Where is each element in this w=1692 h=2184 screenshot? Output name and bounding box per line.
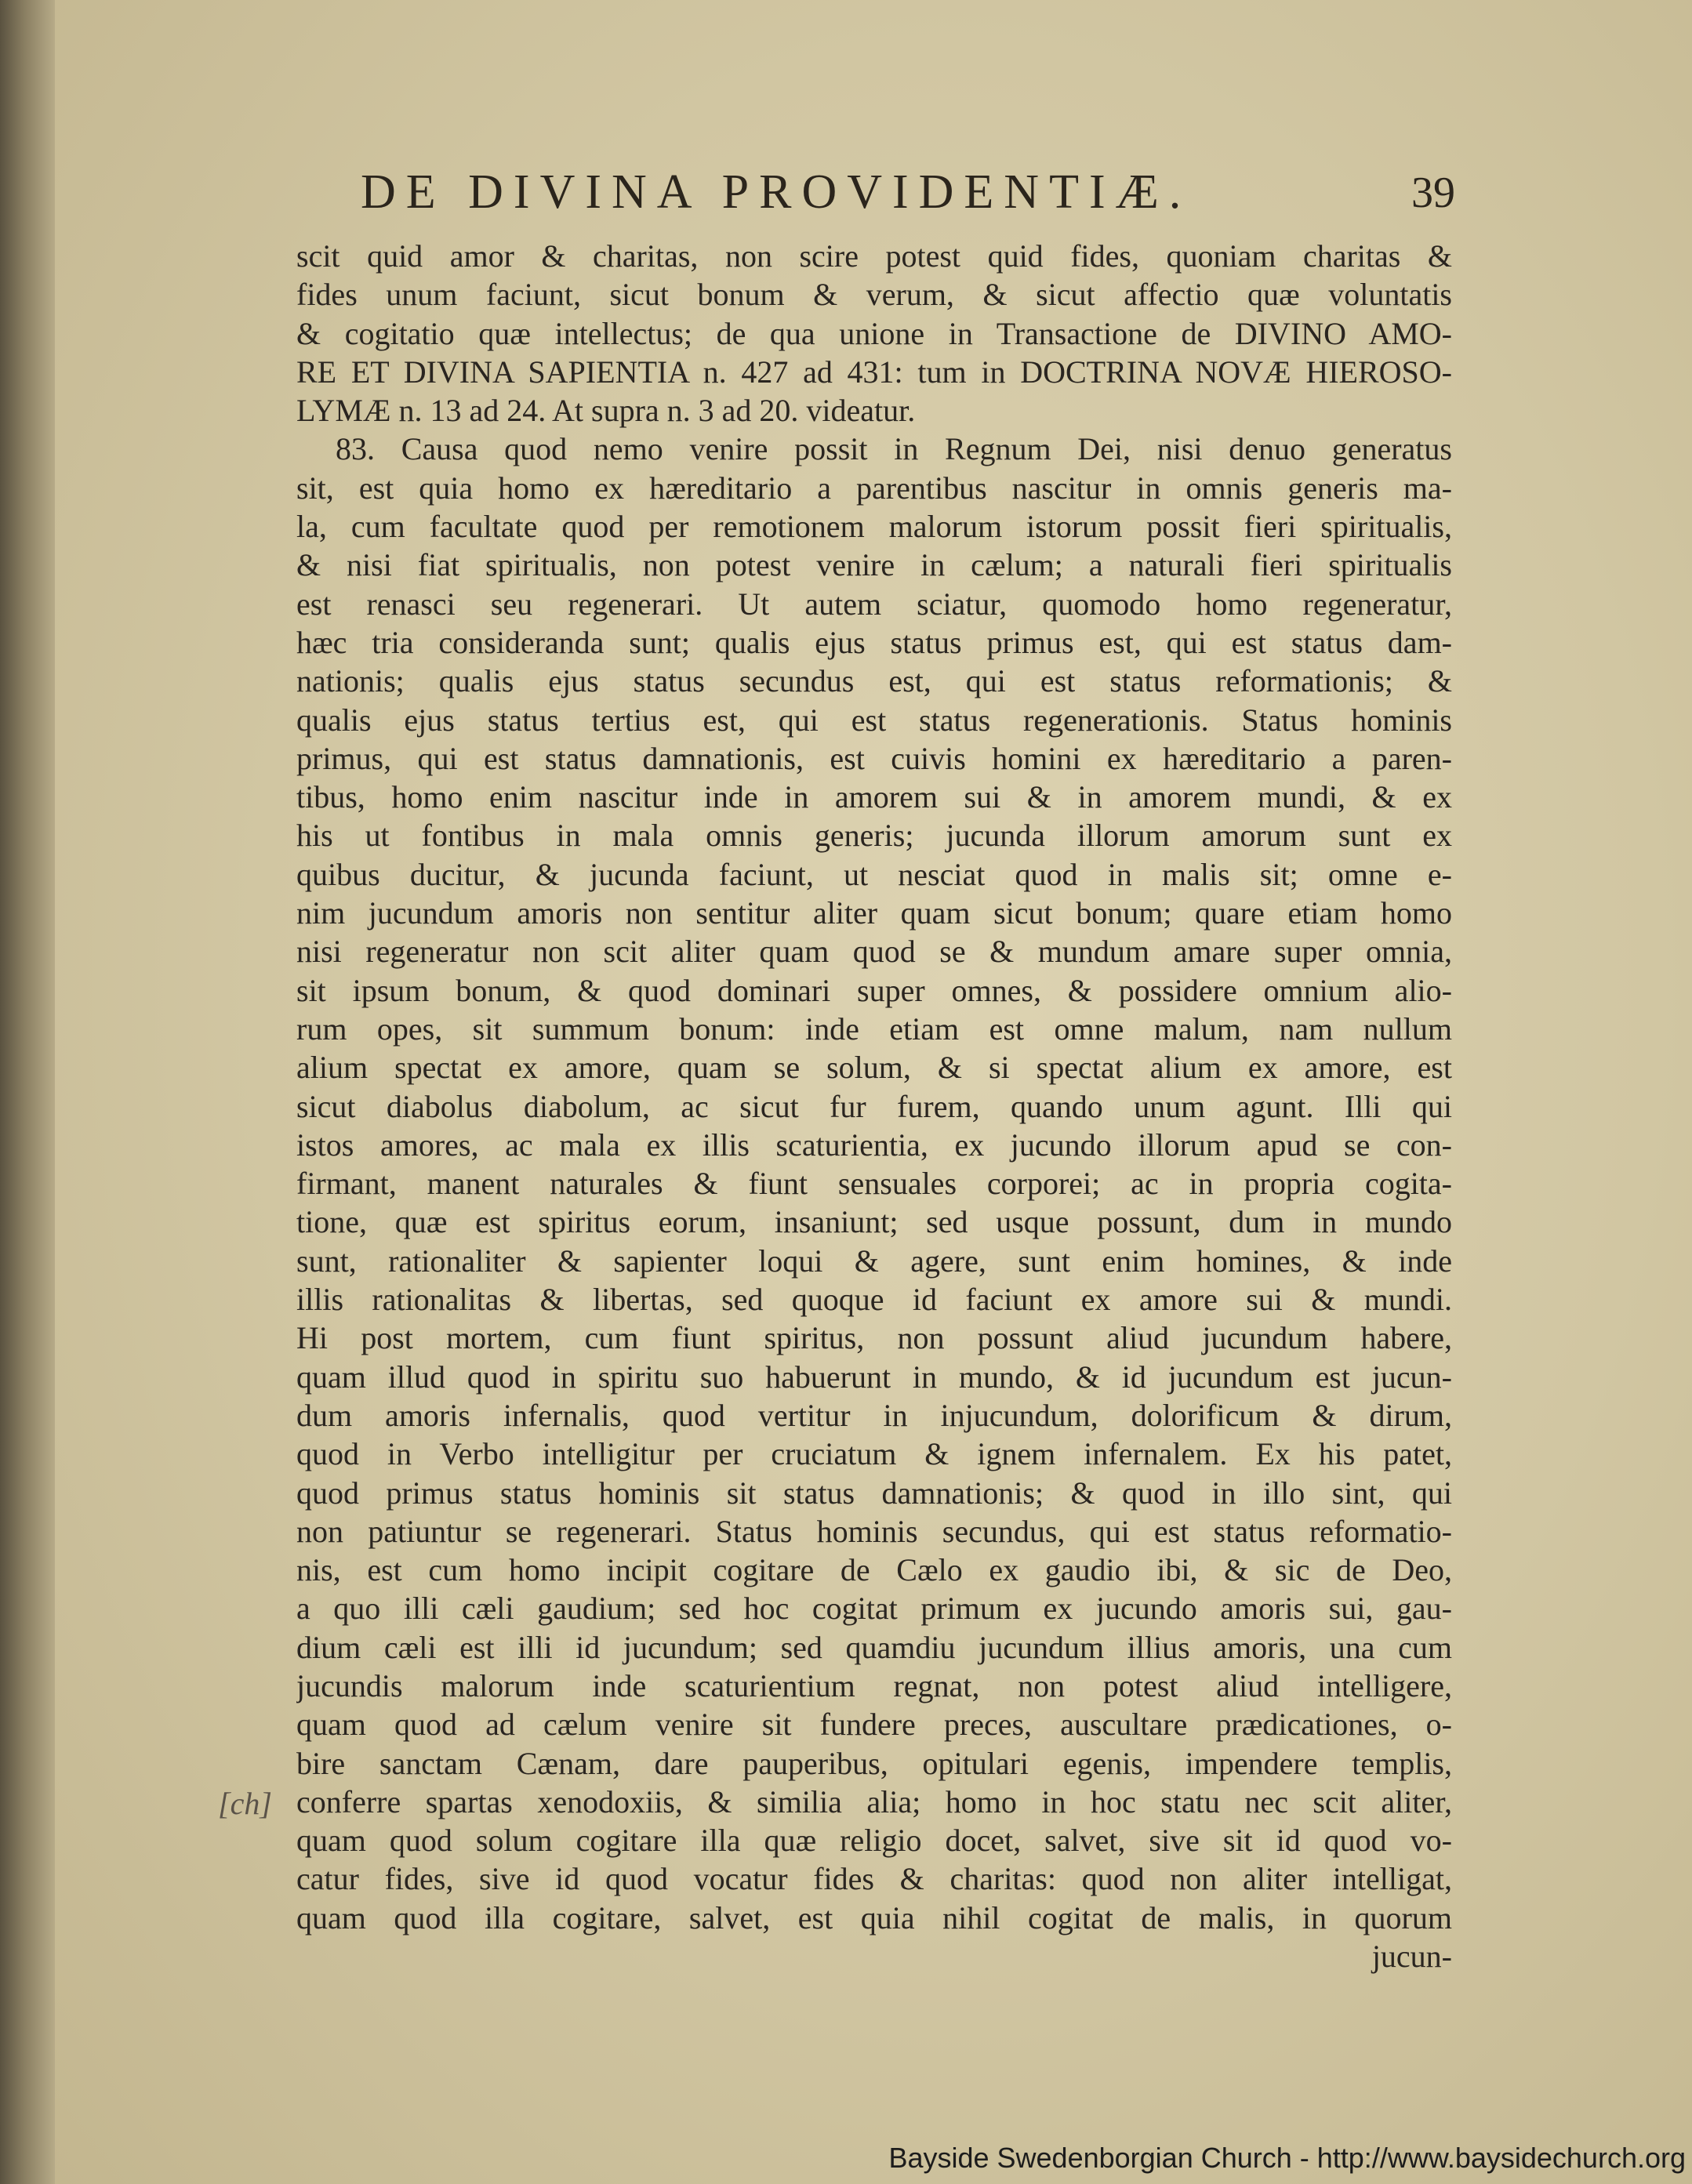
text-line: sit ipsum bonum, & quod dominari super omnes, & possidere omnium alio- <box>296 972 1452 1008</box>
text-line: nationis; qualis ejus status secundus est, qui est status reformationis; & <box>296 663 1452 699</box>
text-line: bire sanctam Cænam, dare pauperibus, opitulari egenis, impendere templis, <box>296 1745 1452 1781</box>
text-line: est renasci seu regenerari. Ut autem sciatur, quomodo homo regeneratur, <box>296 586 1452 622</box>
text-line: Hi post mortem, cum fiunt spiritus, non possunt aliud jucundum habere, <box>296 1320 1452 1356</box>
text-line: sit, est quia homo ex hæreditario a parentibus nascitur in omnis generis ma- <box>296 470 1452 506</box>
text-line: quod primus status hominis sit status damnationis; & quod in illo sint, qui <box>296 1475 1452 1511</box>
text-line: primus, qui est status damnationis, est cuivis homini ex hæreditario a paren- <box>296 740 1452 776</box>
text-line: sicut diabolus diabolum, ac sicut fur furem, quando unum agunt. Illi qui <box>296 1088 1452 1124</box>
text-line: rum opes, sit summum bonum: inde etiam est omne malum, nam nullum <box>296 1010 1452 1047</box>
text-line: nim jucundum amoris non sentitur aliter quam sicut bonum; quare etiam homo <box>296 895 1452 931</box>
text-line: quam quod ad cælum venire sit fundere preces, auscultare prædicationes, o- <box>296 1707 1452 1743</box>
catchword: jucun- <box>1371 1939 1452 1975</box>
text-line: & cogitatio quæ intellectus; de qua unione in Transactione de DIVINO AMO- <box>296 315 1452 351</box>
source-watermark: Bayside Swedenborgian Church - http://www.baysidechurch.org <box>888 2142 1686 2174</box>
text-line: nis, est cum homo incipit cogitare de Cælo ex gaudio ibi, & sic de Deo, <box>296 1552 1452 1588</box>
margin-annotation: [ch] <box>218 1786 272 1821</box>
text-line: nisi regeneratur non scit aliter quam quod se & mundum amare super omnia, <box>296 934 1452 970</box>
text-line: tione, quæ est spiritus eorum, insaniunt; sed usque possunt, dum in mundo <box>296 1204 1452 1240</box>
text-line: RE ET DIVINA SAPIENTIA n. 427 ad 431: tum in DOCTRINA NOVÆ HIEROSO- <box>296 354 1452 390</box>
text-line: non patiuntur se regenerari. Status hominis secundus, qui est status reformatio- <box>296 1513 1452 1549</box>
text-line: la, cum facultate quod per remotionem malorum istorum possit fieri spiritualis, <box>296 509 1452 545</box>
text-line: & nisi fiat spiritualis, non potest venire in cælum; a naturali fieri spiritualis <box>296 547 1452 583</box>
text-line: his ut fontibus in mala omnis generis; jucunda illorum amorum sunt ex <box>296 818 1452 854</box>
page-number: 39 <box>1411 169 1455 217</box>
text-line: quam quod illa cogitare, salvet, est quia nihil cogitat de malis, in quorum <box>296 1899 1452 1935</box>
text-line: quibus ducitur, & jucunda faciunt, ut nesciat quod in malis sit; omne e- <box>296 856 1452 892</box>
text-line: alium spectat ex amore, quam se solum, & si spectat alium ex amore, est <box>296 1050 1452 1086</box>
text-line: quam illud quod in spiritu suo habuerunt in mundo, & id jucundum est jucun- <box>296 1359 1452 1395</box>
text-line: quod in Verbo intelligitur per cruciatum & ignem infernalem. Ex his patet, <box>296 1436 1452 1472</box>
text-line: istos amores, ac mala ex illis scaturientia, ex jucundo illorum apud se con- <box>296 1126 1452 1163</box>
text-line: fides unum faciunt, sicut bonum & verum, & sicut affectio quæ voluntatis <box>296 277 1452 313</box>
text-line: tibus, homo enim nascitur inde in amorem sui & in amorem mundi, & ex <box>296 779 1452 815</box>
text-line: quam quod solum cogitare illa quæ religio docet, salvet, sive sit id quod vo- <box>296 1823 1452 1859</box>
text-line: a quo illi cæli gaudium; sed hoc cogitat primum ex jucundo amoris sui, gau- <box>296 1591 1452 1627</box>
text-line: dium cæli est illi id jucundum; sed quamdiu jucundum illius amoris, una cum <box>296 1629 1452 1665</box>
text-line: scit quid amor & charitas, non scire potest quid fides, quoniam charitas & <box>296 238 1452 274</box>
binding-gutter <box>0 0 55 2184</box>
running-title: DE DIVINA PROVIDENTIÆ. <box>361 165 1192 219</box>
text-line: dum amoris infernalis, quod vertitur in injucundum, dolorificum & dirum, <box>296 1397 1452 1433</box>
text-line: sunt, rationaliter & sapienter loqui & agere, sunt enim homines, & inde <box>296 1243 1452 1279</box>
text-line: LYMÆ n. 13 ad 24. At supra n. 3 ad 20. videatur. <box>296 393 916 429</box>
body-text <box>296 237 1452 1975</box>
paragraph-start-line: 83. Causa quod nemo venire possit in Regnum Dei, nisi denuo generatus <box>336 431 1452 467</box>
text-line: hæc tria consideranda sunt; qualis ejus status primus est, qui est status dam- <box>296 624 1452 660</box>
page-header <box>361 165 1455 235</box>
text-line: catur fides, sive id quod vocatur fides & charitas: quod non aliter intelligat, <box>296 1861 1452 1897</box>
text-line: jucundis malorum inde scaturientium regnat, non potest aliud intelligere, <box>296 1667 1452 1703</box>
text-line: firmant, manent naturales & fiunt sensuales corporei; ac in propria cogita- <box>296 1166 1452 1202</box>
text-line: illis rationalitas & libertas, sed quoque id faciunt ex amore sui & mundi. <box>296 1282 1452 1318</box>
text-line: qualis ejus status tertius est, qui est status regenerationis. Status hominis <box>296 702 1452 738</box>
text-line: conferre spartas xenodoxiis, & similia alia; homo in hoc statu nec scit aliter, <box>296 1783 1452 1819</box>
